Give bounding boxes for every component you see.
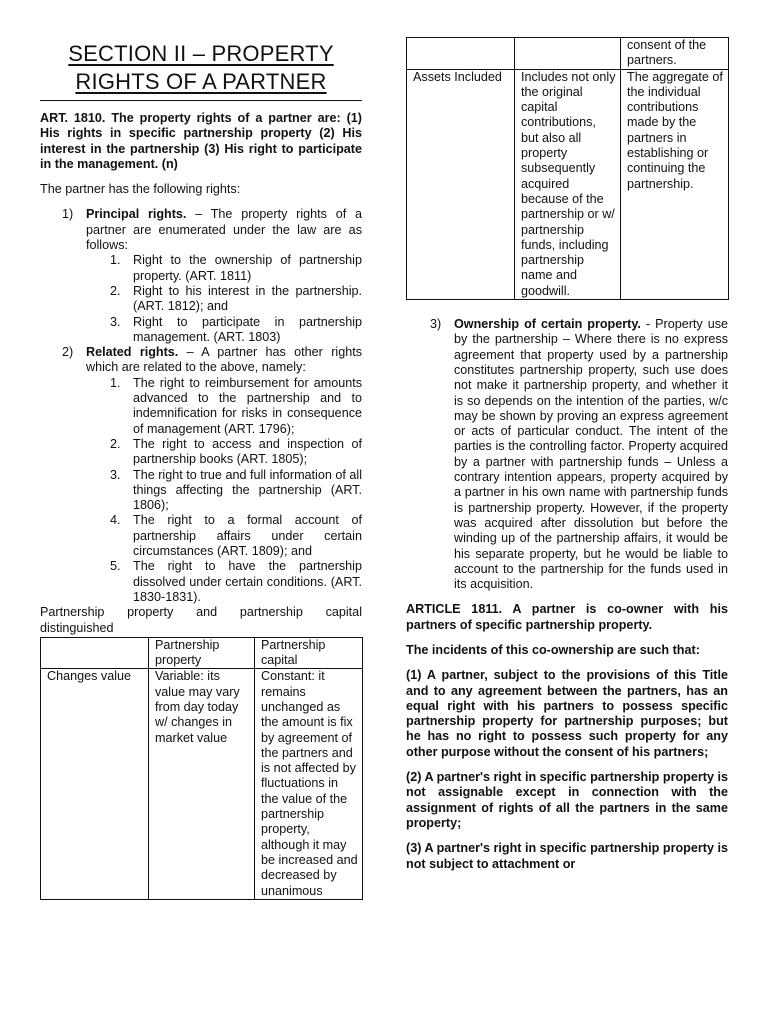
principal-head: Principal rights.: [86, 207, 187, 222]
table-cell: Includes not only the original capital contributions, but also all property subsequently acquired because of the partnership or w/ partnership funds, including partnership name and goodwill.: [515, 69, 621, 299]
clause-2: (2) A partner's right in specific partnership property is not assignable except in connection with the assignment of rights of all the partners in the same property;: [406, 770, 728, 830]
incidents-text: The incidents of this co-ownership are such that:: [406, 642, 700, 657]
list-item: [40, 315, 362, 346]
table-cell: Variable: its value may vary from day today w/ changes in market value: [149, 669, 255, 899]
principal-num: 1): [62, 207, 74, 222]
list-item: [40, 376, 362, 437]
principal-rights: [40, 207, 362, 253]
comparison-table-part-1: [40, 637, 363, 900]
comparison-table-part-2: [406, 37, 729, 300]
related-head: Related rights.: [86, 345, 179, 360]
clause-1: (1) A partner, subject to the provisions of this Title and to any agreement between the partners, has an equal right with his partners to possess specific partnership property for partnership purposes; but he has no right to possess such property for any other purpose without the consent of his partners;: [406, 668, 728, 759]
item-num: 5.: [110, 559, 121, 574]
item-text: The right to access and inspection of partnership books (ART. 1805);: [133, 436, 362, 467]
table-cell: [515, 38, 621, 70]
intro-text: The partner has the following rights:: [40, 182, 241, 197]
list-item: [40, 284, 362, 315]
related-text: – A partner has other rights which are related to the above, namely:: [86, 345, 362, 375]
item-num: 1.: [110, 375, 121, 390]
item-num: 3.: [110, 467, 121, 482]
ownership-head: Ownership of certain property.: [454, 317, 641, 332]
list-item: [40, 468, 362, 514]
table-cell: Changes value: [41, 669, 149, 899]
ownership-num: 3): [430, 317, 442, 332]
art-1811: ARTICLE 1811. A partner is co-owner with his partners of specific partnership property.: [406, 602, 728, 632]
table-row: [41, 637, 363, 669]
list-item: [40, 437, 362, 468]
title-rule: [40, 100, 362, 101]
table-cell: [407, 38, 515, 70]
list-item: [40, 513, 362, 559]
table-cell: consent of the partners.: [621, 38, 729, 70]
item-text: The right to reimbursement for amounts advanced to the partnership and to indemnification for risks in consequence of management (ART. 1796);: [133, 375, 362, 436]
item-num: 1.: [110, 253, 121, 268]
table-row: [41, 669, 363, 899]
item-num: 4.: [110, 513, 121, 528]
related-rights: [40, 345, 362, 376]
table-cell: [41, 637, 149, 669]
art-1810: ART. 1810. The property rights of a partner are: (1) His rights in specific partnership property (2) His interest in the partnership (3) His right to participate in the management. (n): [40, 111, 362, 171]
item-num: 3.: [110, 314, 121, 329]
table-cell: The aggregate of the individual contributions made by the partners in establishing or continuing the partnership.: [621, 69, 729, 299]
ownership-rights: [406, 317, 728, 592]
title-line-2: RIGHTS OF A PARTNER: [75, 69, 327, 94]
page-title: [40, 40, 362, 96]
table-cell: Partnership property: [149, 637, 255, 669]
principal-text: – The property rights of a partner are enumerated under the law are as follows:: [86, 207, 362, 253]
item-text: The right to a formal account of partnership affairs under certain circumstances (ART. 1809); and: [133, 513, 362, 559]
table-cell: Partnership capital: [255, 637, 363, 669]
item-text: Right to the ownership of partnership property. (ART. 1811): [133, 253, 362, 283]
title-line-1: SECTION II – PROPERTY: [68, 41, 334, 66]
item-text: The right to true and full information of all things affecting the partnership (ART. 1806);: [133, 467, 362, 513]
table-cell: Constant: it remains unchanged as the amount is fix by agreement of the partners and is not affected by fluctuations in the value of the partnership property, although it may be increased and decreased by unanimous: [255, 669, 363, 899]
item-text: Right to participate in partnership management. (ART. 1803): [133, 314, 362, 344]
distinguished-caption: Partnership property and partnership capital distinguished: [40, 605, 362, 635]
item-num: 2.: [110, 436, 121, 451]
related-num: 2): [62, 345, 74, 360]
item-text: The right to have the partnership dissolved under certain conditions. (ART. 1830-1831).: [133, 559, 362, 604]
list-item: [40, 559, 362, 605]
list-item: [40, 253, 362, 284]
table-row: [407, 38, 729, 70]
clause-3: (3) A partner's right in specific partnership property is not subject to attachment or: [406, 841, 728, 871]
ownership-text: - Property use by the partnership – Where there is no express agreement that property used by a partnership constitutes partnership property, such use does not make it partnership property, and whether it is so depends on the intention of the parties, w/c may be shown by proving an express agreement or acts of particular conduct. The intent of the parties is the controlling factor. Property acquired by a partner with partnership funds – Unless a contrary intention appears, property acquired by a partner in his own name with partnership funds is partnership property. However, if the property was acquired after dissolution but before the winding up of the partnership affairs, it would be his separate property, but he would be liable to account to the partnership for the funds used in its acquisition.: [454, 317, 728, 592]
item-text: Right to his interest in the partnership. (ART. 1812); and: [133, 283, 362, 314]
right-column: [406, 0, 728, 872]
table-row: [407, 69, 729, 299]
item-num: 2.: [110, 283, 121, 298]
table-cell: Assets Included: [407, 69, 515, 299]
left-column: [40, 0, 362, 900]
